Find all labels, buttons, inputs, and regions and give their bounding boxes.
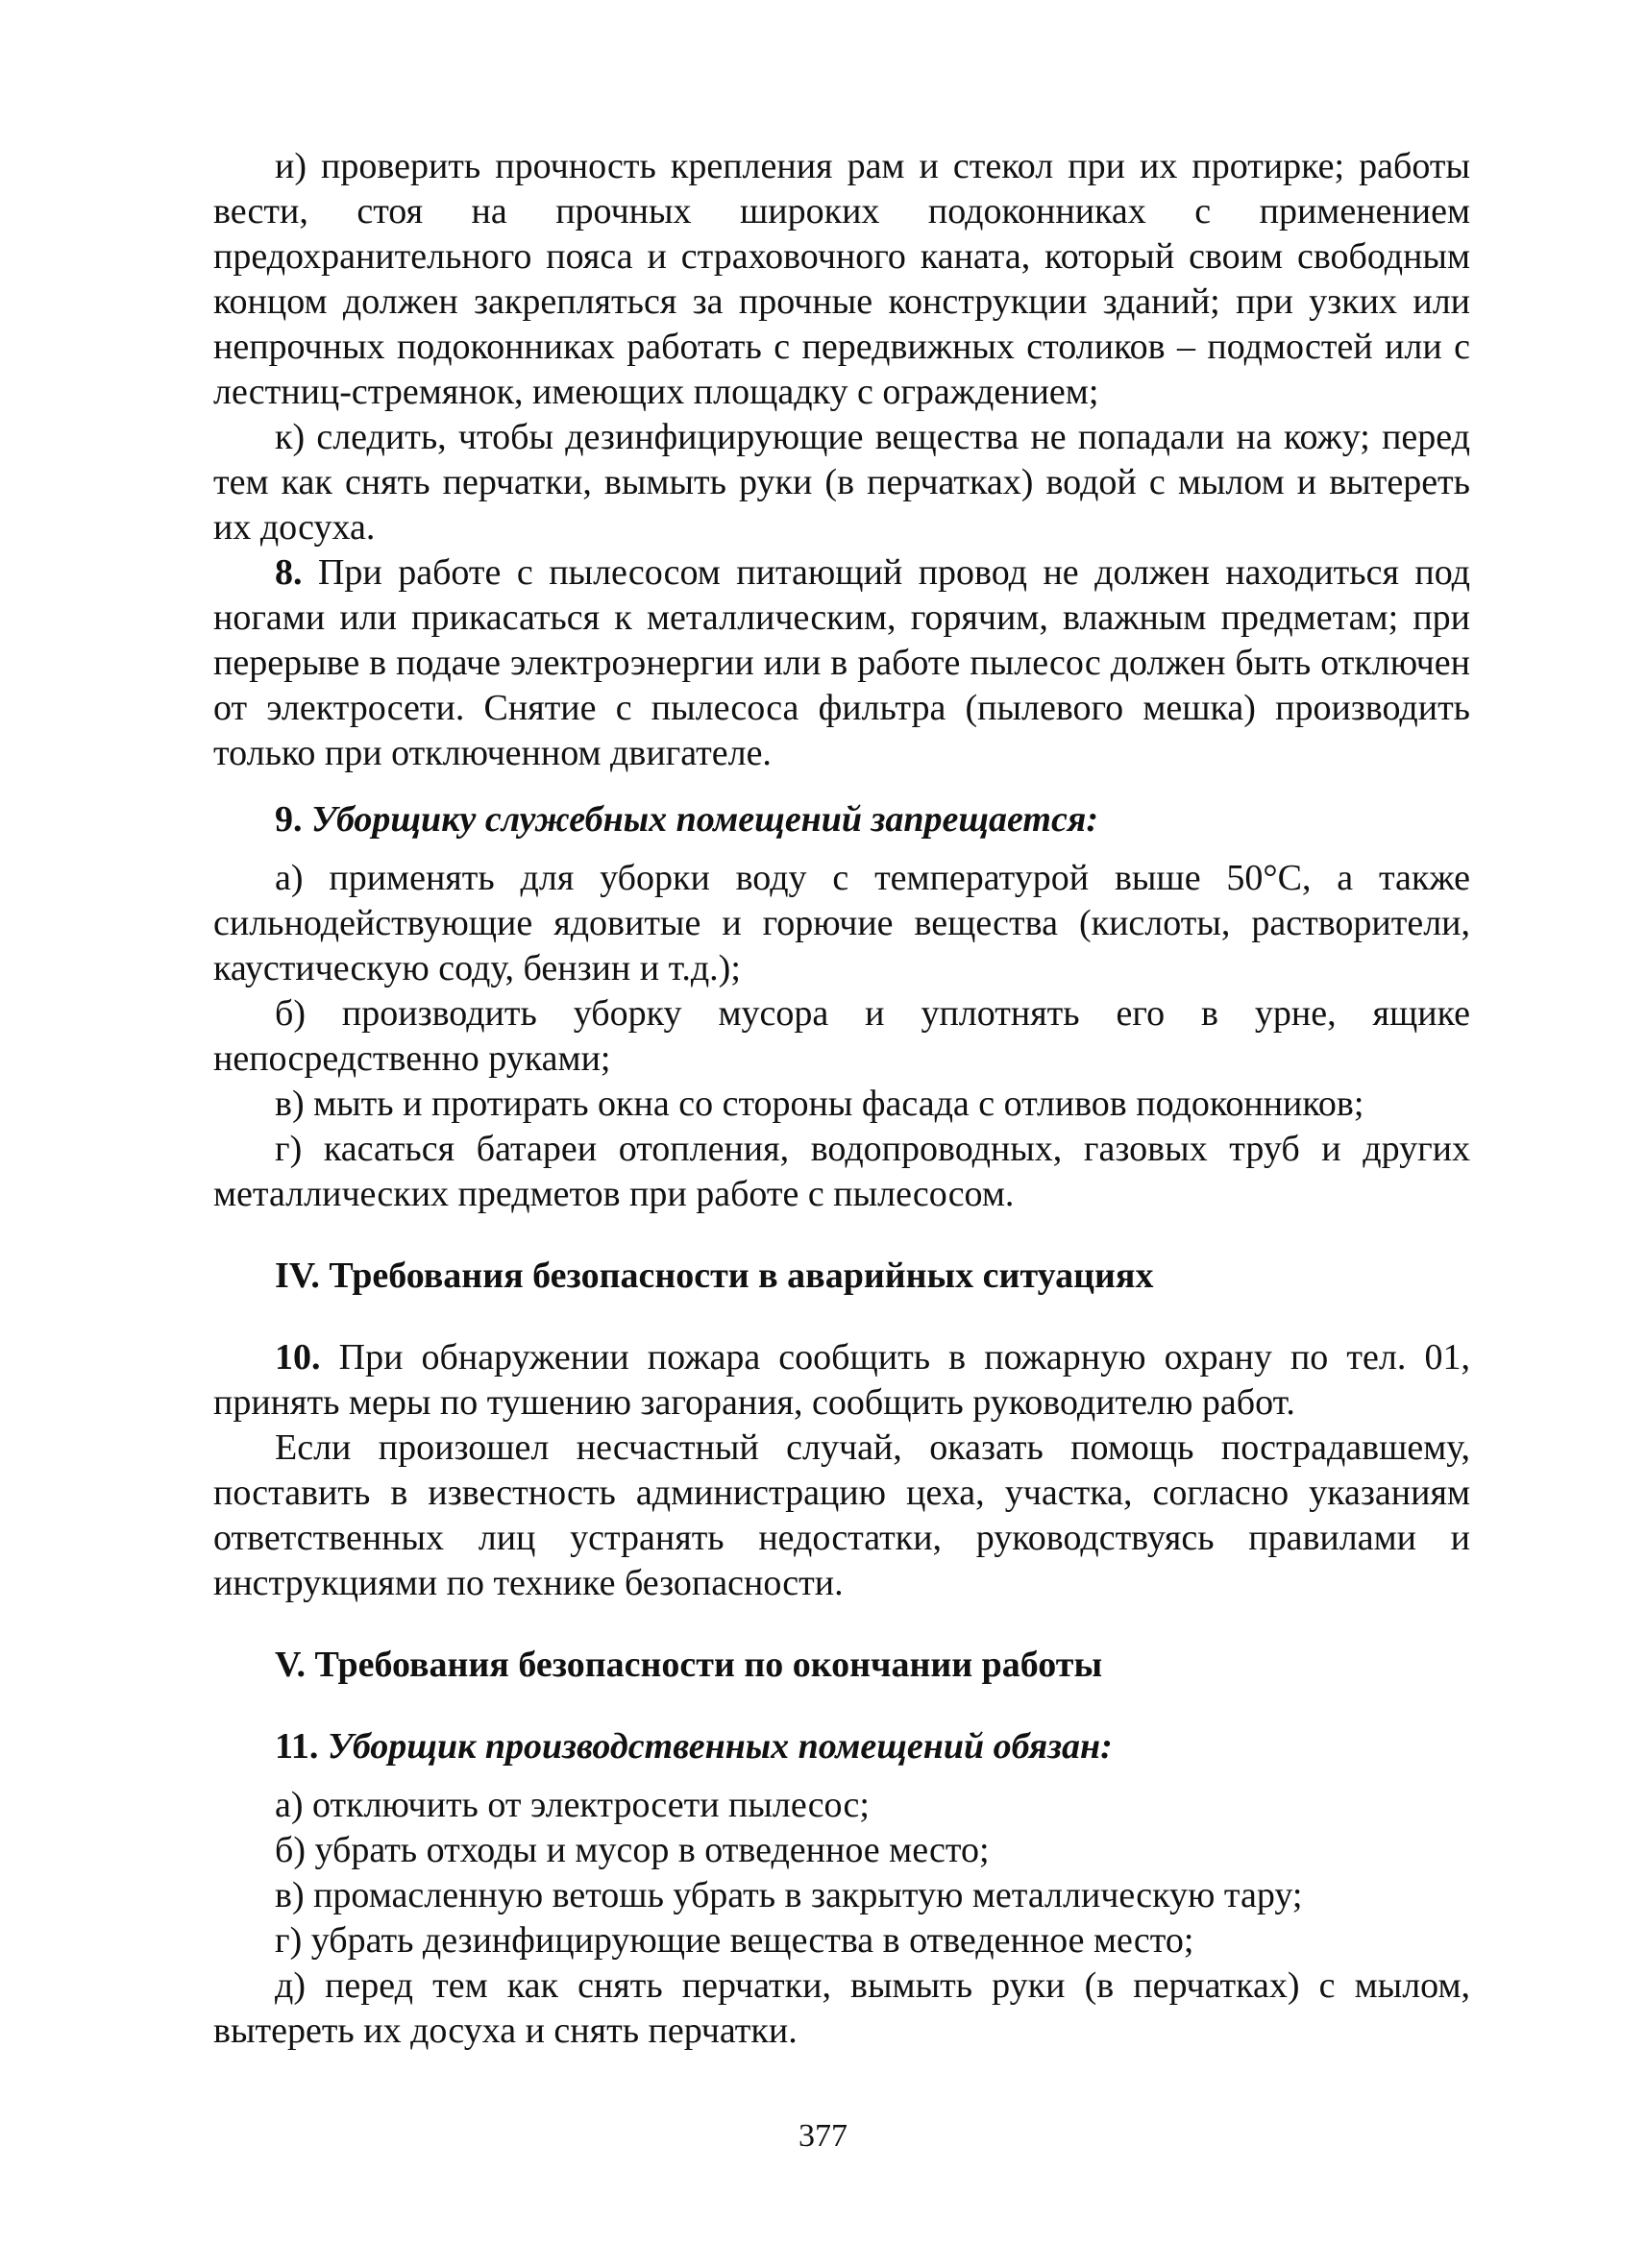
paragraph-item-k: к) следить, чтобы дезинфицирующие вещества не попадали на кожу; перед тем как снять перчатки, вымыть руки (в перчатках) водой с мылом и вытереть их досуха. (213, 417, 1470, 548)
paragraph-number: 8. (275, 552, 303, 593)
paragraph-9-heading (213, 797, 1470, 842)
page-number: 377 (798, 2118, 848, 2154)
paragraph-10 (213, 1335, 1470, 1426)
paragraph-item-a: а) отключить от электросети пылесос; (275, 1785, 870, 1825)
paragraph-item-b: б) убрать отходы и мусор в отведенное место; (275, 1830, 990, 1870)
paragraph-number: 11. (275, 1726, 319, 1767)
paragraph-item-i: и) проверить прочность крепления рам и стекол при их протирке; работы вести, стоя на прочных широких подоконниках с применением предохранительного пояса и страховочного каната, который своим свободным концом должен закрепляться за прочные конструкции зданий; при узких или непрочных подоконниках работать с передвижных столиков – подмостей или с лестниц-стремянок, имеющих площадку с ограждением; (213, 146, 1470, 412)
paragraph-text: При обнаружении пожара сообщить в пожарную охрану по тел. 01, принять меры по тушению загорания, сообщить руководителю работ. (213, 1337, 1470, 1423)
paragraph-item-b: б) производить уборку мусора и уплотнять его в урне, ящике непосредственно руками; (213, 993, 1470, 1079)
paragraph-10-continued: Если произошел несчастный случай, оказать помощь пострадавшему, поставить в известность администрацию цеха, участка, согласно указаниям ответственных лиц устранять недостатки, руководствуясь правилами и инструкциями по технике безопасности. (213, 1427, 1470, 1603)
paragraph-lead: Уборщик производственных помещений обязан: (318, 1726, 1113, 1767)
paragraph-text: При работе с пылесосом питающий провод не должен находиться под ногами или прикасаться к металлическим, горячим, влажным предметам; при перерыве в подаче электроэнергии или в работе пылесос должен быть отключен от электросети. Снятие с пылесоса фильтра (пылевого мешка) производить только при отключенном двигателе. (213, 552, 1470, 773)
section-heading-iv: IV. Требования безопасности в аварийных ситуациях (275, 1256, 1154, 1296)
paragraph-number: 9. (275, 799, 303, 840)
paragraph-item-v: в) промасленную ветошь убрать в закрытую металлическую тару; (275, 1875, 1303, 1915)
paragraph-item-v: в) мыть и протирать окна со стороны фасада с отливов подоконников; (275, 1084, 1364, 1124)
paragraph-lead: Уборщику служебных помещений запрещается: (302, 799, 1099, 840)
paragraph-item-g: г) убрать дезинфицирующие вещества в отведенное место; (275, 1920, 1194, 1961)
page-body (213, 144, 1470, 2054)
paragraph-number: 10. (275, 1337, 321, 1378)
paragraph-item-d: д) перед тем как снять перчатки, вымыть руки (в перчатках) с мылом, вытереть их досуха и снять перчатки. (213, 1965, 1470, 2051)
paragraph-item-a: а) применять для уборки воду с температурой выше 50°С, а также сильнодействующие ядовитые и горючие вещества (кислоты, растворители, каустическую соду, бензин и т.д.); (213, 858, 1470, 988)
paragraph-8 (213, 550, 1470, 776)
paragraph-item-g: г) касаться батареи отопления, водопроводных, газовых труб и других металлических предметов при работе с пылесосом. (213, 1129, 1470, 1214)
section-heading-v: V. Требования безопасности по окончании работы (275, 1645, 1103, 1685)
paragraph-11-heading (213, 1724, 1470, 1769)
